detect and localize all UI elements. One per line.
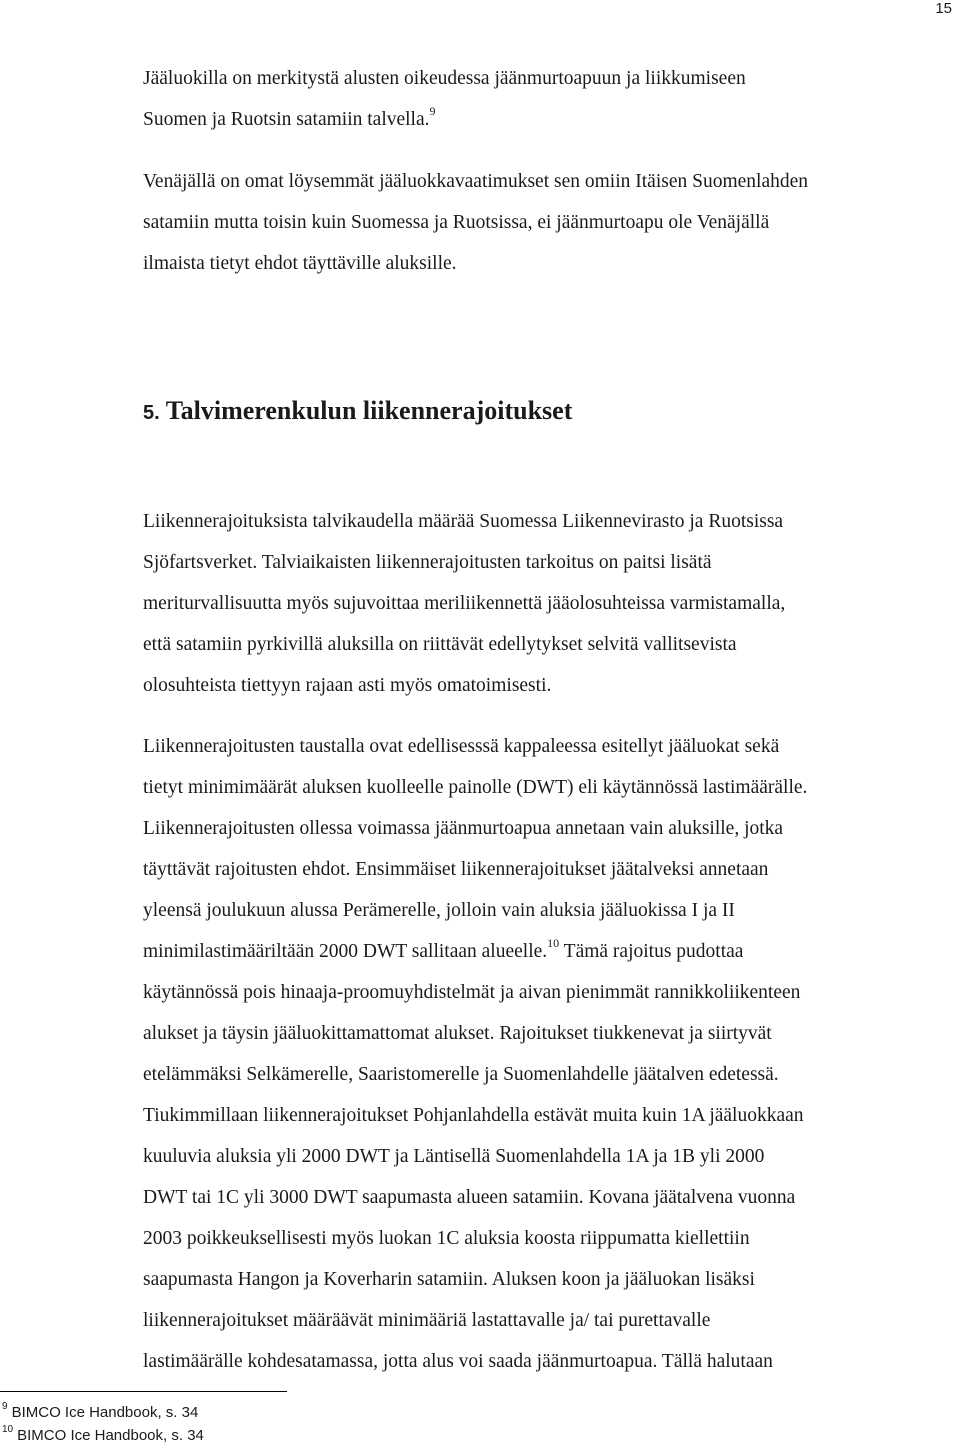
text-line: että satamiin pyrkivillä aluksilla on riittävät edellytykset selvitä vallitsevista <box>143 634 737 655</box>
page-number: 15 <box>935 0 952 17</box>
footnote-number: 9 <box>2 1401 8 1412</box>
text-line: etelämmäksi Selkämerelle, Saaristomerelle ja Suomenlahdelle jäätalven edetessä. <box>143 1064 779 1085</box>
footnote-separator <box>0 1391 287 1392</box>
text-line: Liikennerajoitusten ollessa voimassa jäänmurtoapua annetaan vain aluksille, jotka <box>143 818 784 839</box>
footnote-ref: 9 <box>429 103 436 118</box>
text-segment: minimilastimääriltään 2000 DWT sallitaan alueelle. <box>143 941 548 962</box>
text-line: Sjöfartsverket. Talviaikaisten liikennerajoitusten tarkoitus on paitsi lisätä <box>143 552 712 573</box>
paragraph-restrictions-intro <box>143 501 943 706</box>
text-line: yleensä joulukuun alussa Perämerelle, jolloin vain aluksia jääluokissa I ja II <box>143 900 735 921</box>
text-line: saapumasta Hangon ja Koverharin satamiin. Aluksen koon ja jääluokan lisäksi <box>143 1269 755 1290</box>
text-line: DWT tai 1C yli 3000 DWT saapumasta alueen satamiin. Kovana jäätalvena vuonna <box>143 1187 796 1208</box>
text-line: täyttävät rajoitusten ehdot. Ensimmäiset liikennerajoitukset jäätalveksi annetaan <box>143 859 769 880</box>
text-line: ilmaista tietyt ehdot täyttäville aluksille. <box>143 253 457 274</box>
section-title: Talvimerenkulun liikennerajoitukset <box>165 396 573 425</box>
text-line: 2003 poikkeuksellisesti myös luokan 1C aluksia koosta riippumatta kiellettiin <box>143 1228 750 1249</box>
paragraph-russia <box>143 161 943 284</box>
footnote-number: 10 <box>2 1424 14 1435</box>
footnote <box>2 1401 204 1424</box>
text-line: olosuhteista tiettyyn rajaan asti myös omatoimisesti. <box>143 675 552 696</box>
footnotes <box>2 1401 204 1447</box>
text-segment: Tämä rajoitus pudottaa <box>559 941 744 962</box>
text-line: Jääluokilla on merkitystä alusten oikeudessa jäänmurtoapuun ja liikkumiseen <box>143 68 746 89</box>
text-line <box>143 931 943 972</box>
paragraph-restrictions-details <box>143 726 943 1382</box>
section-heading <box>143 396 572 426</box>
text-line: Liikennerajoituksista talvikaudella määrää Suomessa Liikennevirasto ja Ruotsissa <box>143 511 784 532</box>
text-line: meriturvallisuutta myös sujuvoittaa meriliikennettä jääolosuhteissa varmistamalla, <box>143 593 786 614</box>
text-line: liikennerajoitukset määräävät minimääriä lastattavalle ja/ tai purettavalle <box>143 1310 711 1331</box>
paragraph-ice-classes <box>143 58 943 140</box>
text-line <box>143 99 943 140</box>
footnote-text: BIMCO Ice Handbook, s. 34 <box>11 1404 199 1421</box>
text-line: alukset ja täysin jääluokittamattomat alukset. Rajoitukset tiukkenevat ja siirtyvät <box>143 1023 772 1044</box>
text-line: lastimäärälle kohdesatamassa, jotta alus voi saada jäänmurtoapua. Tällä halutaan <box>143 1351 773 1372</box>
text-line: Venäjällä on omat löysemmät jääluokkavaatimukset sen omiin Itäisen Suomenlahden <box>143 171 808 192</box>
section-number: 5. <box>143 402 160 424</box>
text-segment: Suomen ja Ruotsin satamiin talvella. <box>143 109 430 130</box>
footnote-ref: 10 <box>547 935 560 950</box>
text-line: satamiin mutta toisin kuin Suomessa ja Ruotsissa, ei jäänmurtoapu ole Venäjällä <box>143 212 770 233</box>
footnote <box>2 1424 204 1447</box>
footnote-text: BIMCO Ice Handbook, s. 34 <box>17 1427 204 1444</box>
text-line: Tiukimmillaan liikennerajoitukset Pohjanlahdella estävät muita kuin 1A jääluokkaan <box>143 1105 804 1126</box>
text-line: käytännössä pois hinaaja-proomuyhdistelmät ja aivan pienimmät rannikkoliikenteen <box>143 982 801 1003</box>
text-line: kuuluvia aluksia yli 2000 DWT ja Läntisellä Suomenlahdella 1A ja 1B yli 2000 <box>143 1146 765 1167</box>
text-line: tietyt minimimäärät aluksen kuolleelle painolle (DWT) eli käytännössä lastimäärälle. <box>143 777 808 798</box>
text-line: Liikennerajoitusten taustalla ovat edellisesssä kappaleessa esitellyt jääluokat sekä <box>143 736 780 757</box>
